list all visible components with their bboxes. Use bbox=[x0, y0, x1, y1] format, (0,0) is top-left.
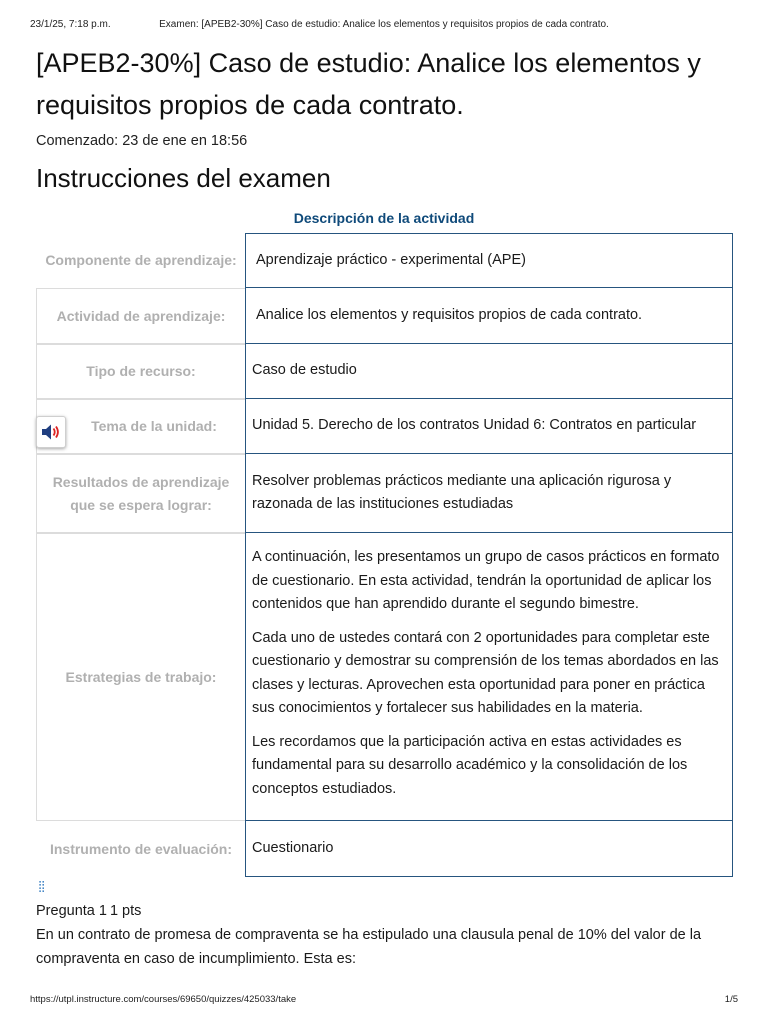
row-label: Tema de la unidad: bbox=[36, 399, 245, 454]
question-text: En un contrato de promesa de compraventa se ha estipulado una clausula penal de 10% del valor de la compraventa en caso de incumplimiento. Esta es: bbox=[36, 927, 702, 967]
print-url: https://utpl.instructure.com/courses/69650/quizzes/425033/take bbox=[30, 994, 297, 1005]
activity-row-unit-topic bbox=[36, 399, 733, 454]
row-value: Aprendizaje práctico - experimental (APE) bbox=[245, 233, 733, 288]
question-header bbox=[36, 903, 141, 919]
started-value: 23 de ene en 18:56 bbox=[122, 133, 248, 149]
row-value: Analice los elementos y requisitos propios de cada contrato. bbox=[245, 288, 733, 344]
started-info bbox=[36, 133, 247, 149]
strategy-paragraph: A continuación, les presentamos un grupo de casos prácticos en formato de cuestionario. En esta actividad, tendrán la oportunidad de aplicar los contenidos que han aprendido durante el segundo bimestre. bbox=[252, 549, 720, 612]
activity-row-component bbox=[36, 233, 733, 288]
activity-row-instrument bbox=[36, 821, 733, 877]
activity-row-activity bbox=[36, 288, 733, 344]
print-page-number: 1/5 bbox=[724, 994, 738, 1005]
print-header bbox=[30, 19, 738, 33]
row-label: Componente de aprendizaje: bbox=[45, 252, 237, 268]
row-label: Actividad de aprendizaje: bbox=[36, 288, 245, 344]
print-footer bbox=[30, 994, 738, 1005]
print-date: 23/1/25, 7:18 p.m. bbox=[30, 19, 111, 30]
activity-caption: Descripción de la actividad bbox=[293, 210, 475, 226]
activity-row-learning-outcomes bbox=[36, 454, 733, 533]
row-value: Caso de estudio bbox=[245, 344, 733, 399]
activity-row-strategies bbox=[36, 533, 733, 821]
row-label: Instrumento de evaluación: bbox=[49, 840, 233, 857]
started-label: Comenzado: bbox=[36, 133, 119, 149]
row-value: Resolver problemas prácticos mediante una aplicación rigurosa y razonada de las instituciones estudiadas bbox=[245, 454, 733, 533]
row-value: Cuestionario bbox=[245, 821, 733, 877]
row-value: Unidad 5. Derecho de los contratos Unidad 6: Contratos en particular bbox=[245, 399, 733, 454]
strategy-paragraph: Cada uno de ustedes contará con 2 oportunidades para completar este cuestionario y demostrar su comprensión de los temas abordados en las clases y lecturas. Aprovechen esta oportunidad para poner en práctica sus conocimientos y fortalecer sus habilidades en la materia. bbox=[252, 629, 719, 716]
row-label: Estrategias de trabajo: bbox=[36, 533, 245, 821]
row-value bbox=[245, 533, 733, 821]
row-label: Resultados de aprendizaje que se espera lograr: bbox=[36, 454, 245, 533]
row-label: Tipo de recurso: bbox=[36, 344, 245, 399]
drag-handle-icon[interactable]: ⁞⁞ bbox=[38, 879, 45, 896]
speaker-volume-icon[interactable] bbox=[36, 416, 66, 448]
strategy-paragraph: Les recordamos que la participación activa en estas actividades es fundamental para su desarrollo académico y la consolidación de los conceptos estudiados. bbox=[252, 733, 688, 797]
activity-row-resource-type bbox=[36, 344, 733, 399]
question-number: Pregunta 1 bbox=[36, 903, 107, 919]
question-points: 1 pts bbox=[109, 903, 142, 919]
page-title: [APEB2-30%] Caso de estudio: Analice los elementos y requisitos propios de cada contrato. bbox=[36, 48, 701, 120]
instructions-heading: Instrucciones del examen bbox=[36, 163, 331, 193]
speaker-glyph bbox=[37, 417, 65, 447]
print-title: Examen: [APEB2-30%] Caso de estudio: Analice los elementos y requisitos propios de cada contrato. bbox=[159, 19, 609, 30]
